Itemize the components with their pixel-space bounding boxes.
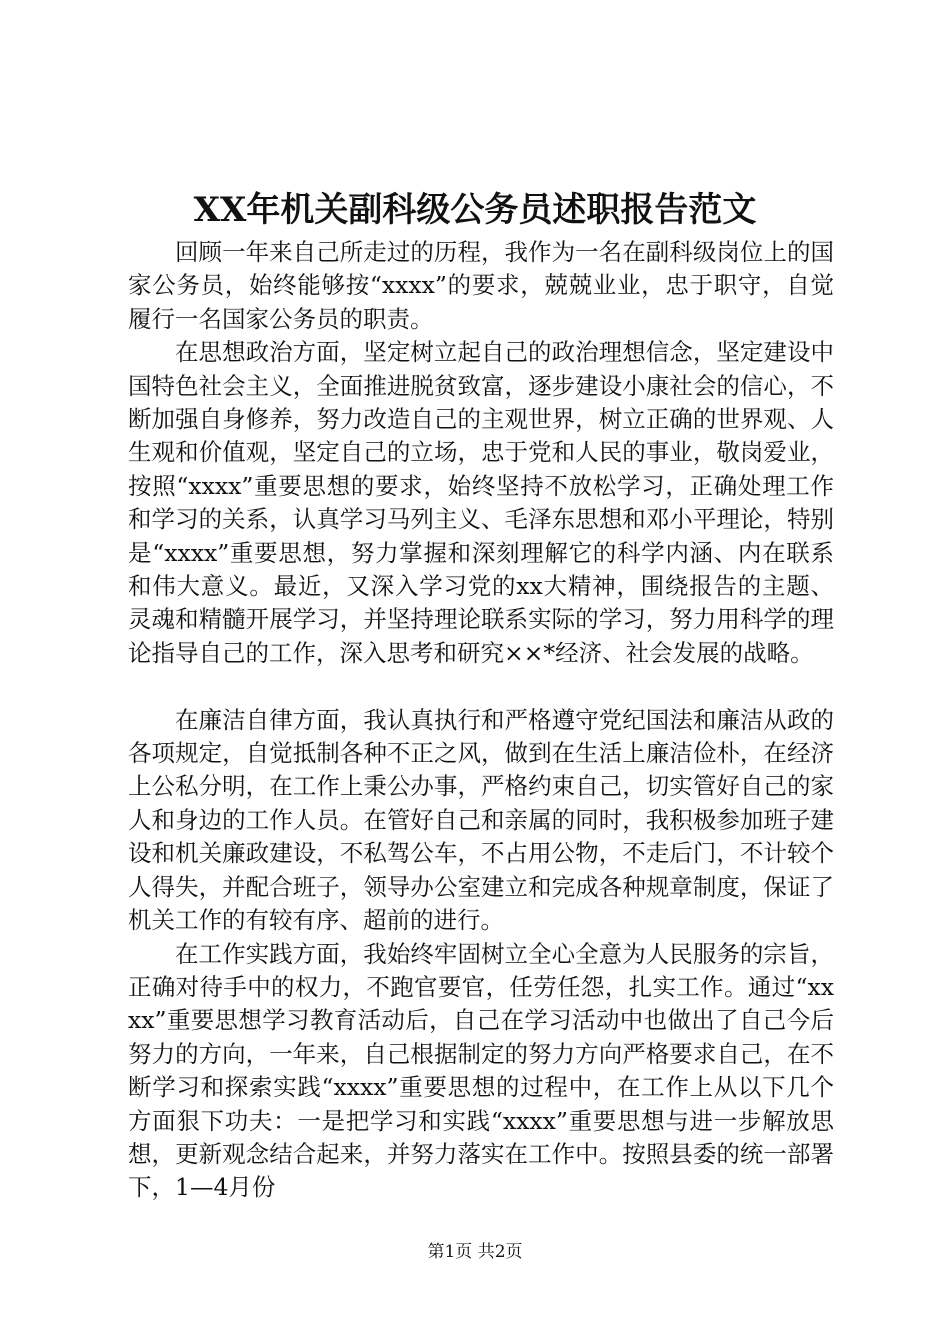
paragraph-integrity: 在廉洁自律方面，我认真执行和严格遵守党纪国法和廉洁从政的各项规定，自觉抵制各种不正之风，做到在生活上廉洁俭朴，在经济上公私分明，在工作上秉公办事，严格约束自己，切实管好自己的家人和身边的工作人员。在管好自己和亲属的同时，我积极参加班子建设和机关廉政建设，不私驾公车，不占用公物，不走后门，不计较个人得失，并配合班子，领导办公室建立和完成各种规章制度，保证了机关工作的有较有序、超前的进行。 bbox=[128, 705, 834, 935]
document-title: XX年机关副科级公务员述职报告范文 bbox=[193, 190, 757, 230]
page-footer: 第1页 共2页 bbox=[427, 1242, 523, 1262]
document-body bbox=[128, 236, 834, 1205]
paragraph-intro: 回顾一年来自己所走过的历程，我作为一名在副科级岗位上的国家公务员，始终能够按“xxxx”的要求，兢兢业业，忠于职守，自觉履行一名国家公务员的职责。 bbox=[128, 238, 834, 333]
paragraph-political: 在思想政治方面，坚定树立起自己的政治理想信念，坚定建设中国特色社会主义，全面推进脱贫致富，逐步建设小康社会的信心，不断加强自身修养，努力改造自己的主观世界，树立正确的世界观、人生观和价值观，坚定自己的立场，忠于党和人民的事业，敬岗爱业，按照“xxxx”重要思想的要求，始终坚持不放松学习，正确处理工作和学习的关系，认真学习马列主义、毛泽东思想和邓小平理论，特别是“xxxx”重要思想，努力掌握和深刻理解它的科学内涵、内在联系和伟大意义。最近，又深入学习党的xx大精神，围绕报告的主题、灵魂和精髓开展学习，并坚持理论联系实际的学习，努力用科学的理论指导自己的工作，深入思考和研究××*经济、社会发展的战略。 bbox=[128, 338, 834, 667]
paragraph-work-practice: 在工作实践方面，我始终牢固树立全心全意为人民服务的宗旨，正确对待手中的权力，不跑官要官，任劳任怨，扎实工作。通过“xxxx”重要思想学习教育活动后，自己在学习活动中也做出了自己今后努力的方向，一年来，自己根据制定的努力方向严格要求自己，在不断学习和探索实践“xxxx”重要思想的过程中，在工作上从以下几个方面狠下功夫：一是把学习和实践“xxxx”重要思想与进一步解放思想，更新观念结合起来，并努力落实在工作中。按照县委的统一部署下，1—4月份 bbox=[128, 939, 834, 1202]
